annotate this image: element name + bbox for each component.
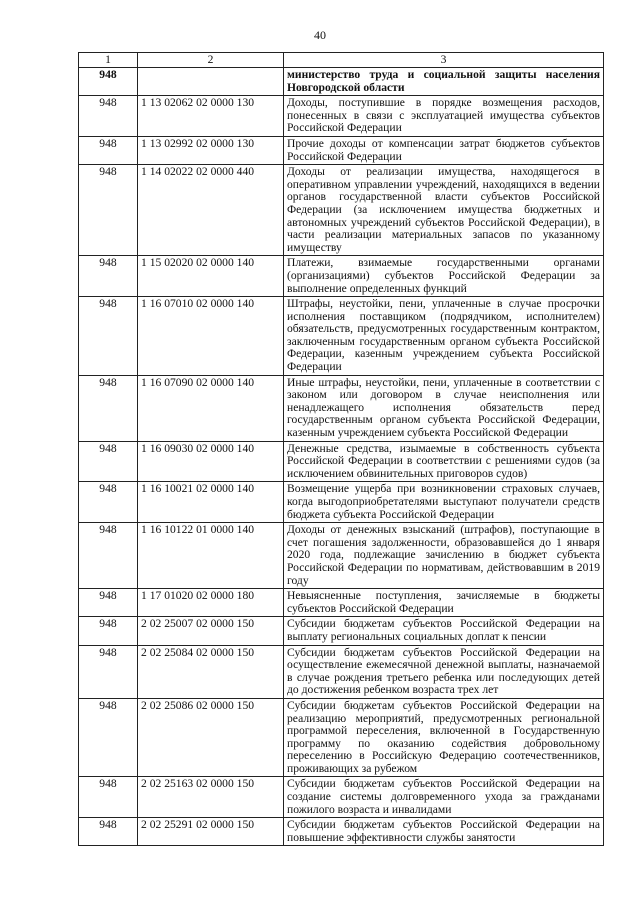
column-header-1: 1 — [79, 53, 138, 68]
income-code-cell: 1 14 02022 02 0000 440 — [138, 165, 284, 256]
table-row — [79, 297, 604, 376]
description-cell: Доходы, поступившие в порядке возмещения расходов, понесенных в связи с эксплуатацией имущества субъектов Российской Федерации — [284, 96, 604, 137]
income-code-cell: 2 02 25086 02 0000 150 — [138, 698, 284, 777]
description-cell: Субсидии бюджетам субъектов Российской Федерации на повышение эффективности службы занятости — [284, 818, 604, 846]
description-cell: Денежные средства, изымаемые в собственность субъекта Российской Федерации в соответствии с решениями судов (за исключением обвинительных приговоров судов) — [284, 441, 604, 482]
income-code-cell: 1 15 02020 02 0000 140 — [138, 256, 284, 297]
description-cell: Доходы от денежных взысканий (штрафов), поступающие в счет погашения задолженности, образовавшейся до 1 января 2020 года, подлежащие зачислению в бюджет субъекта Российской Федерации по нормативам, действовавшим в 2019 году — [284, 523, 604, 589]
income-code-cell: 1 16 07090 02 0000 140 — [138, 375, 284, 441]
admin-code-cell: 948 — [79, 68, 138, 96]
admin-code-cell: 948 — [79, 136, 138, 164]
table-row — [79, 375, 604, 441]
income-code-cell: 1 16 07010 02 0000 140 — [138, 297, 284, 376]
income-code-cell: 1 13 02992 02 0000 130 — [138, 136, 284, 164]
admin-code-cell: 948 — [79, 165, 138, 256]
table-body — [79, 68, 604, 846]
column-header-3: 3 — [284, 53, 604, 68]
admin-code-cell: 948 — [79, 297, 138, 376]
admin-code-cell: 948 — [79, 818, 138, 846]
column-header-2: 2 — [138, 53, 284, 68]
description-cell: Прочие доходы от компенсации затрат бюджетов субъектов Российской Федерации — [284, 136, 604, 164]
table-row — [79, 136, 604, 164]
table-row — [79, 68, 604, 96]
income-code-cell: 2 02 25084 02 0000 150 — [138, 645, 284, 698]
admin-code-cell: 948 — [79, 441, 138, 482]
admin-code-cell: 948 — [79, 777, 138, 818]
description-cell: Субсидии бюджетам субъектов Российской Федерации на создание системы долговременного ухода за гражданами пожилого возраста и инвалидами — [284, 777, 604, 818]
admin-code-cell: 948 — [79, 698, 138, 777]
income-code-cell: 2 02 25007 02 0000 150 — [138, 617, 284, 645]
income-code-cell: 1 16 10021 02 0000 140 — [138, 482, 284, 523]
description-cell: Платежи, взимаемые государственными органами (организациями) субъектов Российской Федерации за выполнение определенных функций — [284, 256, 604, 297]
page-number: 40 — [314, 28, 326, 42]
table-row — [79, 777, 604, 818]
admin-code-cell: 948 — [79, 375, 138, 441]
income-code-cell: 1 13 02062 02 0000 130 — [138, 96, 284, 137]
admin-code-cell: 948 — [79, 256, 138, 297]
income-codes-table — [78, 52, 604, 846]
table-row — [79, 523, 604, 589]
table-row — [79, 165, 604, 256]
admin-code-cell: 948 — [79, 96, 138, 137]
description-cell: Субсидии бюджетам субъектов Российской Федерации на выплату региональных социальных доплат к пенсии — [284, 617, 604, 645]
table-row — [79, 617, 604, 645]
table-row — [79, 256, 604, 297]
table-row — [79, 441, 604, 482]
admin-code-cell: 948 — [79, 589, 138, 617]
description-cell: Субсидии бюджетам субъектов Российской Федерации на реализацию мероприятий, предусмотренных региональной программой переселения, включенной в Государственную программу по оказанию содействия добровольному переселению в Российскую Федерацию соотечественников, проживающих за рубежом — [284, 698, 604, 777]
table-row — [79, 645, 604, 698]
income-code-cell — [138, 68, 284, 96]
admin-code-cell: 948 — [79, 645, 138, 698]
table-row — [79, 698, 604, 777]
table-row — [79, 482, 604, 523]
income-code-cell: 1 17 01020 02 0000 180 — [138, 589, 284, 617]
table-row — [79, 589, 604, 617]
description-cell: Штрафы, неустойки, пени, уплаченные в случае просрочки исполнения поставщиком (подрядчиком, исполнителем) обязательств, предусмотренных государственным контрактом, заключенным государственным органом субъекта Российской Федерации, казенным учреждением субъекта Российской Федерации — [284, 297, 604, 376]
admin-code-cell: 948 — [79, 482, 138, 523]
description-cell: Возмещение ущерба при возникновении страховых случаев, когда выгодоприобретателями выступают получатели средств бюджета субъекта Российской Федерации — [284, 482, 604, 523]
description-cell: Невыясненные поступления, зачисляемые в бюджеты субъектов Российской Федерации — [284, 589, 604, 617]
description-cell: Доходы от реализации имущества, находящегося в оперативном управлении учреждений, находящихся в ведении органов государственной власти субъектов Российской Федерации (за исключением имущества бюджетных и автономных учреждений субъектов Российской Федерации), в части реализации материальных запасов по указанному имуществу — [284, 165, 604, 256]
description-cell: Иные штрафы, неустойки, пени, уплаченные в соответствии с законом или договором в случае неисполнения или ненадлежащего исполнения обязательств перед государственным органом субъекта Российской Федерации, казенным учреждением субъекта Российской Федерации — [284, 375, 604, 441]
description-cell: Субсидии бюджетам субъектов Российской Федерации на осуществление ежемесячной денежной выплаты, назначаемой в случае рождения третьего ребенка или последующих детей до достижения ребенком возраста трех лет — [284, 645, 604, 698]
income-code-cell: 2 02 25291 02 0000 150 — [138, 818, 284, 846]
table-header-row — [79, 53, 604, 68]
income-code-cell: 1 16 09030 02 0000 140 — [138, 441, 284, 482]
table-row — [79, 96, 604, 137]
table-row — [79, 818, 604, 846]
income-code-cell: 1 16 10122 01 0000 140 — [138, 523, 284, 589]
description-cell: министерство труда и социальной защиты населения Новгородской области — [284, 68, 604, 96]
income-code-cell: 2 02 25163 02 0000 150 — [138, 777, 284, 818]
admin-code-cell: 948 — [79, 523, 138, 589]
admin-code-cell: 948 — [79, 617, 138, 645]
